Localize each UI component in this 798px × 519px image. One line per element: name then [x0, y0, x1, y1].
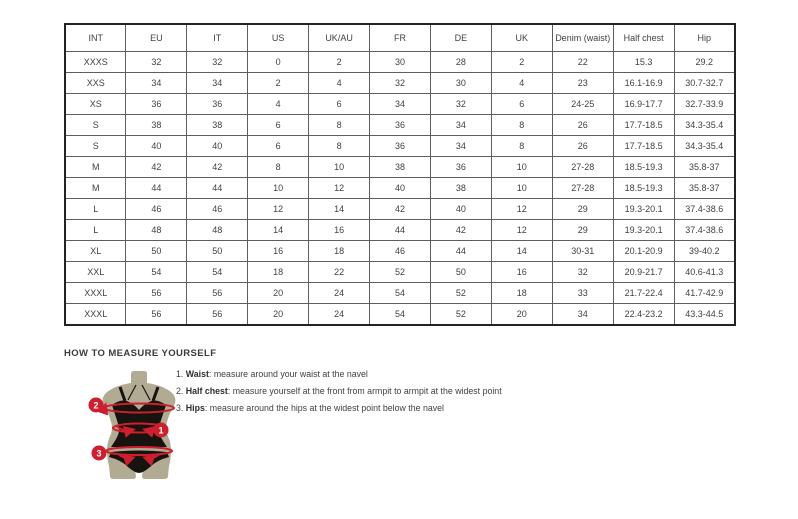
table-cell: 4	[309, 73, 370, 94]
table-cell: 19.3-20.1	[613, 220, 674, 241]
table-cell: 14	[491, 241, 552, 262]
table-cell: 54	[370, 304, 431, 326]
table-header	[65, 24, 735, 52]
table-cell: L	[65, 199, 126, 220]
table-cell: 41.7-42.9	[674, 283, 735, 304]
table-cell: 10	[491, 157, 552, 178]
measure-heading: HOW TO MEASURE YOURSELF	[64, 348, 217, 359]
table-row	[65, 52, 735, 73]
column-header: Denim (waist)	[552, 24, 613, 52]
table-cell: 23	[552, 73, 613, 94]
table-cell: 20	[491, 304, 552, 326]
table-cell: 26	[552, 115, 613, 136]
table-row	[65, 115, 735, 136]
table-row	[65, 94, 735, 115]
table-cell: 22	[552, 52, 613, 73]
table-cell: 32	[552, 262, 613, 283]
table-cell: XXXL	[65, 304, 126, 326]
table-cell: 32	[126, 52, 187, 73]
table-cell: 24-25	[552, 94, 613, 115]
column-header: DE	[430, 24, 491, 52]
table-cell: 6	[248, 115, 309, 136]
table-cell: 36	[370, 136, 431, 157]
measure-step-waist	[176, 366, 502, 383]
table-cell: 38	[187, 115, 248, 136]
table-cell: 29.2	[674, 52, 735, 73]
table-row	[65, 262, 735, 283]
table-cell: 40	[187, 136, 248, 157]
table-cell: 34	[430, 136, 491, 157]
table-cell: 32	[430, 94, 491, 115]
table-cell: 29	[552, 220, 613, 241]
column-header: FR	[370, 24, 431, 52]
table-cell: 37.4-38.6	[674, 220, 735, 241]
step-text: : measure around your waist at the navel	[208, 369, 368, 379]
table-cell: XXXL	[65, 283, 126, 304]
table-cell: 14	[248, 220, 309, 241]
table-cell: 6	[248, 136, 309, 157]
table-cell: 34.3-35.4	[674, 115, 735, 136]
table-cell: 36	[187, 94, 248, 115]
table-cell: 50	[187, 241, 248, 262]
table-cell: 56	[187, 304, 248, 326]
table-cell: 38	[430, 178, 491, 199]
column-header: IT	[187, 24, 248, 52]
table-row	[65, 283, 735, 304]
table-cell: 30.7-32.7	[674, 73, 735, 94]
table-cell: 54	[126, 262, 187, 283]
table-cell: 6	[309, 94, 370, 115]
measure-step-hips	[176, 400, 502, 417]
table-cell: 20.9-21.7	[613, 262, 674, 283]
table-cell: 2	[309, 52, 370, 73]
table-cell: 0	[248, 52, 309, 73]
table-row	[65, 220, 735, 241]
column-header: UK	[491, 24, 552, 52]
table-row	[65, 304, 735, 326]
step-label: Waist	[185, 369, 209, 379]
table-cell: 12	[248, 199, 309, 220]
table-cell: 42	[370, 199, 431, 220]
column-header: US	[248, 24, 309, 52]
table-cell: 46	[187, 199, 248, 220]
table-cell: 40	[430, 199, 491, 220]
table-cell: 16.9-17.7	[613, 94, 674, 115]
table-cell: 4	[248, 94, 309, 115]
table-cell: 17.7-18.5	[613, 115, 674, 136]
table-cell: 30-31	[552, 241, 613, 262]
table-cell: XL	[65, 241, 126, 262]
table-cell: 4	[491, 73, 552, 94]
table-row	[65, 241, 735, 262]
table-cell: 20	[248, 283, 309, 304]
badge-chest-number: 2	[93, 400, 99, 411]
table-cell: 52	[430, 283, 491, 304]
step-label: Half chest	[185, 386, 228, 396]
column-header: UK/AU	[309, 24, 370, 52]
table-cell: 54	[370, 283, 431, 304]
table-cell: 42	[126, 157, 187, 178]
table-cell: 8	[309, 115, 370, 136]
table-cell: 34	[552, 304, 613, 326]
table-cell: 56	[126, 304, 187, 326]
table-cell: 34	[126, 73, 187, 94]
column-header: INT	[65, 24, 126, 52]
table-cell: 6	[491, 94, 552, 115]
table-cell: 24	[309, 283, 370, 304]
table-cell: 34	[370, 94, 431, 115]
header-row	[65, 24, 735, 52]
table-cell: 35.8-37	[674, 157, 735, 178]
table-cell: 36	[370, 115, 431, 136]
table-cell: 22.4-23.2	[613, 304, 674, 326]
badge-waist-number: 1	[158, 425, 164, 436]
table-cell: 10	[309, 157, 370, 178]
table-cell: 17.7-18.5	[613, 136, 674, 157]
table-row	[65, 199, 735, 220]
table-cell: 20.1-20.9	[613, 241, 674, 262]
step-number: 3.	[176, 403, 184, 413]
table-cell: 48	[126, 220, 187, 241]
table-cell: 38	[370, 157, 431, 178]
table-cell: 30	[370, 52, 431, 73]
measure-step-half-chest	[176, 383, 502, 400]
table-cell: 18	[248, 262, 309, 283]
step-label: Hips	[185, 403, 205, 413]
table-row	[65, 157, 735, 178]
table-cell: 37.4-38.6	[674, 199, 735, 220]
table-cell: 30	[430, 73, 491, 94]
table-cell: 12	[309, 178, 370, 199]
table-cell: 44	[187, 178, 248, 199]
table-cell: 24	[309, 304, 370, 326]
table-cell: 18.5-19.3	[613, 157, 674, 178]
column-header: Half chest	[613, 24, 674, 52]
table-row	[65, 136, 735, 157]
table-cell: 50	[126, 241, 187, 262]
table-cell: 22	[309, 262, 370, 283]
table-cell: 8	[491, 136, 552, 157]
table-cell: 10	[248, 178, 309, 199]
table-cell: 52	[370, 262, 431, 283]
table-cell: 32.7-33.9	[674, 94, 735, 115]
table-body	[65, 52, 735, 326]
table-cell: 42	[430, 220, 491, 241]
table-cell: 42	[187, 157, 248, 178]
table-row	[65, 178, 735, 199]
table-cell: 34	[430, 115, 491, 136]
table-cell: 20	[248, 304, 309, 326]
table-cell: 16	[491, 262, 552, 283]
measure-steps	[176, 366, 502, 417]
table-cell: 44	[430, 241, 491, 262]
table-cell: 2	[248, 73, 309, 94]
table-cell: 12	[491, 220, 552, 241]
table-cell: 56	[126, 283, 187, 304]
table-cell: 28	[430, 52, 491, 73]
column-header: Hip	[674, 24, 735, 52]
table-cell: 14	[309, 199, 370, 220]
table-cell: 26	[552, 136, 613, 157]
table-cell: M	[65, 178, 126, 199]
table-cell: 12	[491, 199, 552, 220]
table-cell: 50	[430, 262, 491, 283]
table-cell: 27-28	[552, 157, 613, 178]
badge-hips-number: 3	[96, 448, 102, 459]
table-cell: 46	[370, 241, 431, 262]
table-cell: 39-40.2	[674, 241, 735, 262]
size-conversion-table	[64, 23, 736, 326]
step-number: 2.	[176, 386, 184, 396]
table-cell: XXL	[65, 262, 126, 283]
table-cell: 36	[126, 94, 187, 115]
table-cell: 34.3-35.4	[674, 136, 735, 157]
table-cell: 8	[248, 157, 309, 178]
table-cell: 34	[187, 73, 248, 94]
table-cell: 19.3-20.1	[613, 199, 674, 220]
table-cell: 18	[491, 283, 552, 304]
table-cell: S	[65, 115, 126, 136]
table-cell: 33	[552, 283, 613, 304]
table-cell: M	[65, 157, 126, 178]
table-cell: S	[65, 136, 126, 157]
table-row	[65, 73, 735, 94]
table-cell: 16	[248, 241, 309, 262]
table-cell: 40	[126, 136, 187, 157]
table-cell: 48	[187, 220, 248, 241]
table-cell: 10	[491, 178, 552, 199]
table-cell: 40	[370, 178, 431, 199]
table-cell: 15.3	[613, 52, 674, 73]
table-cell: 32	[370, 73, 431, 94]
table-cell: XXXS	[65, 52, 126, 73]
table-cell: 56	[187, 283, 248, 304]
table-cell: 8	[309, 136, 370, 157]
table-cell: 16	[309, 220, 370, 241]
table-cell: 46	[126, 199, 187, 220]
step-text: : measure yourself at the front from armpit to armpit at the widest point	[227, 386, 502, 396]
table-cell: 2	[491, 52, 552, 73]
table-cell: 40.6-41.3	[674, 262, 735, 283]
table-cell: 29	[552, 199, 613, 220]
column-header: EU	[126, 24, 187, 52]
table-cell: XXS	[65, 73, 126, 94]
table-cell: 38	[126, 115, 187, 136]
table-cell: 52	[430, 304, 491, 326]
table-cell: 44	[126, 178, 187, 199]
table-cell: 16.1-16.9	[613, 73, 674, 94]
table-cell: 8	[491, 115, 552, 136]
table-cell: 35.8-37	[674, 178, 735, 199]
table-cell: 32	[187, 52, 248, 73]
table-cell: L	[65, 220, 126, 241]
table-cell: 36	[430, 157, 491, 178]
table-cell: 27-28	[552, 178, 613, 199]
table-cell: XS	[65, 94, 126, 115]
table-cell: 21.7-22.4	[613, 283, 674, 304]
table-cell: 54	[187, 262, 248, 283]
table-cell: 18	[309, 241, 370, 262]
step-text: : measure around the hips at the widest point below the navel	[204, 403, 445, 413]
step-number: 1.	[176, 369, 184, 379]
table-cell: 43.3-44.5	[674, 304, 735, 326]
table-cell: 18.5-19.3	[613, 178, 674, 199]
table-cell: 44	[370, 220, 431, 241]
